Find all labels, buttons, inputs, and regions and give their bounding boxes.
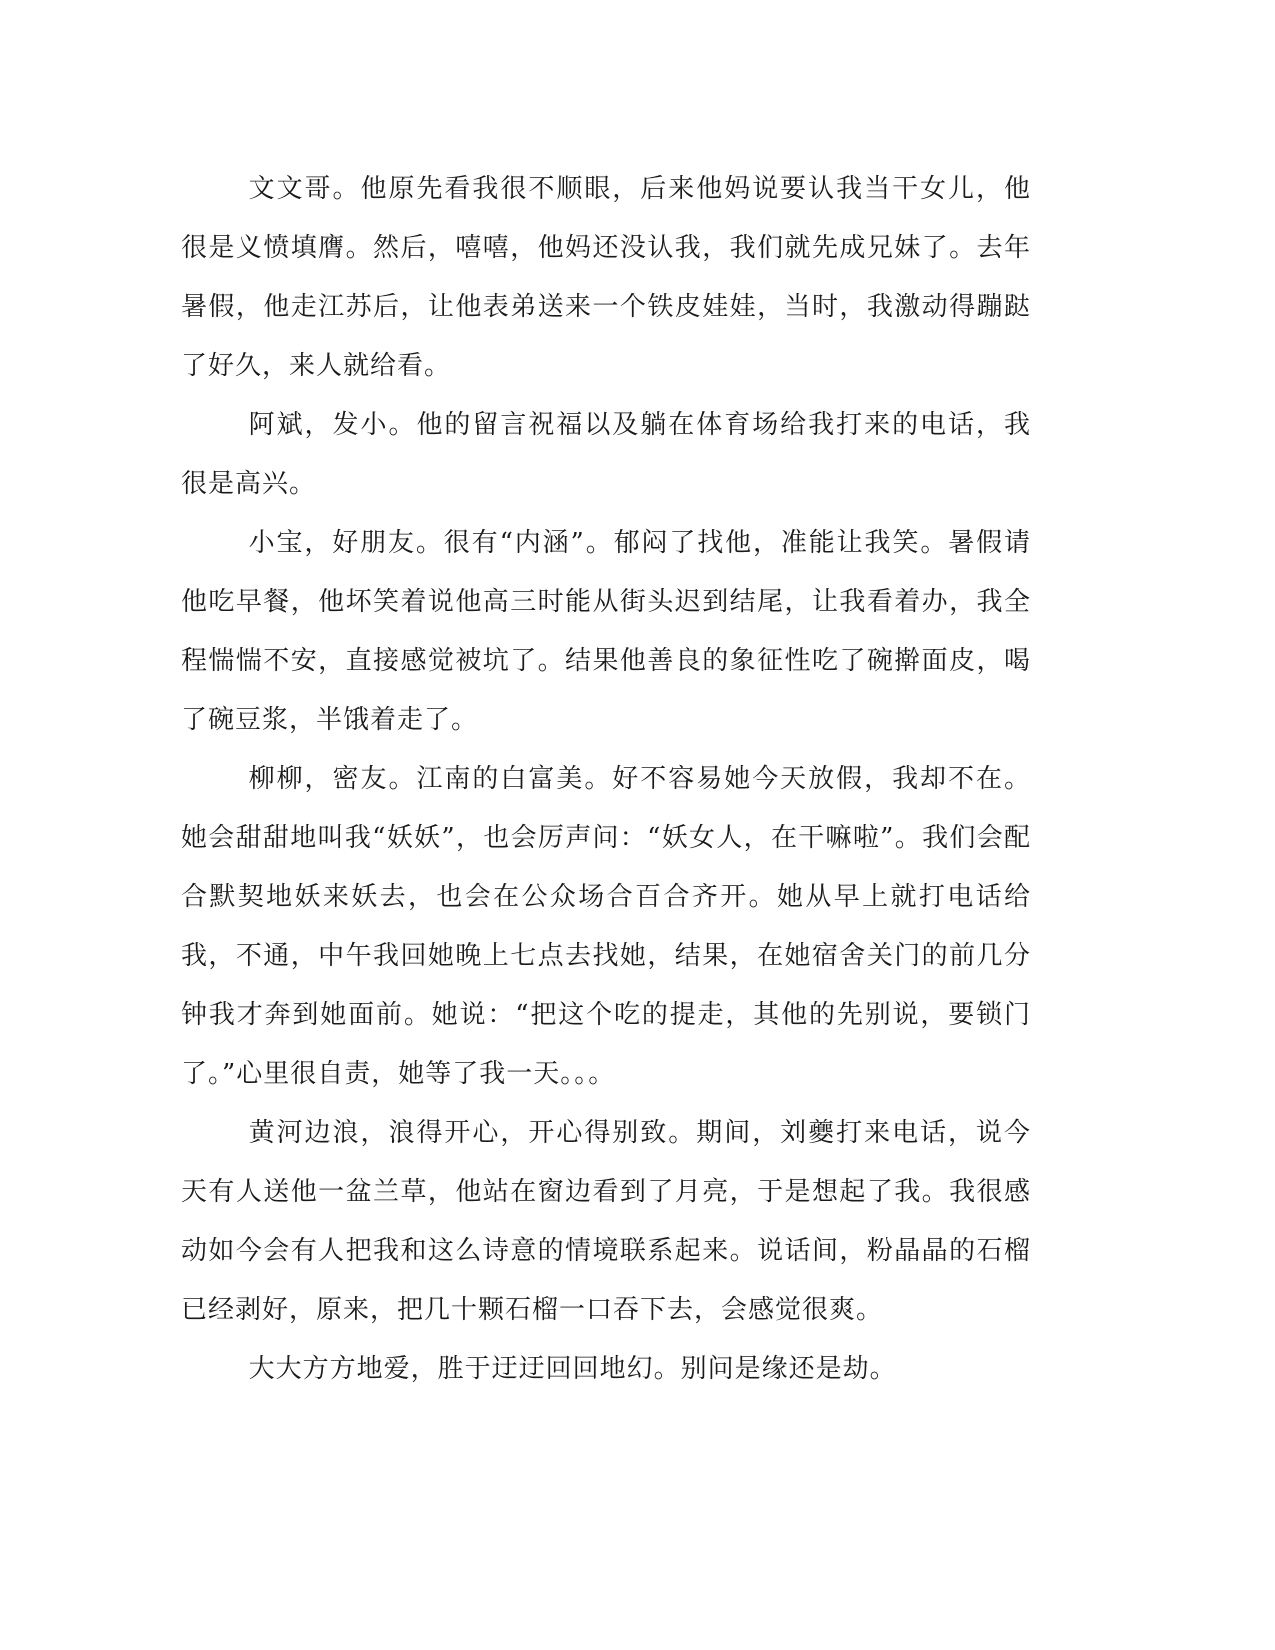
paragraph-closing: 大大方方地爱，胜于迂迂回回地幻。别问是缘还是劫。 [248,1354,897,1384]
paragraph-wenwen: 文文哥。他原先看我很不顺眼，后来他妈说要认我当干女儿，他很是义愤填膺。然后，嘻嘻，他妈还没认我，我们就先成兄妹了。去年暑假，他走江苏后，让他表弟送来一个铁皮娃娃，当时，我激动得蹦跶了好久，来人就给看。 [181,174,1031,381]
paragraph-xiaobao: 小宝，好朋友。很有“内涵”。郁闷了找他，准能让我笑。暑假请他吃早餐，他坏笑着说他高三时能从街头迟到结尾，让我看着办，我全程惴惴不安，直接感觉被坑了。结果他善良的象征性吃了碗擀面皮，喝了碗豆浆，半饿着走了。 [181,528,1031,735]
paragraph-abin: 阿斌，发小。他的留言祝福以及躺在体育场给我打来的电话，我很是高兴。 [181,410,1031,499]
paragraph-liuliu: 柳柳，密友。江南的白富美。好不容易她今天放假，我却不在。她会甜甜地叫我“妖妖”，也会厉声问：“妖女人，在干嘛啦”。我们会配合默契地妖来妖去，也会在公众场合百合齐开。她从早上就打电话给我，不通，中午我回她晚上七点去找她，结果，在她宿舍关门的前几分钟我才奔到她面前。她说：“把这个吃的提走，其他的先别说，要锁门了。”心里很自责，她等了我一天。。。 [181,764,1031,1089]
paragraph-yellow-river: 黄河边浪，浪得开心，开心得别致。期间，刘夔打来电话，说今天有人送他一盆兰草，他站在窗边看到了月亮，于是想起了我。我很感动如今会有人把我和这么诗意的情境联系起来。说话间，粉晶晶的石榴已经剥好，原来，把几十颗石榴一口吞下去，会感觉很爽。 [181,1118,1031,1325]
document-body [181,160,1031,1399]
